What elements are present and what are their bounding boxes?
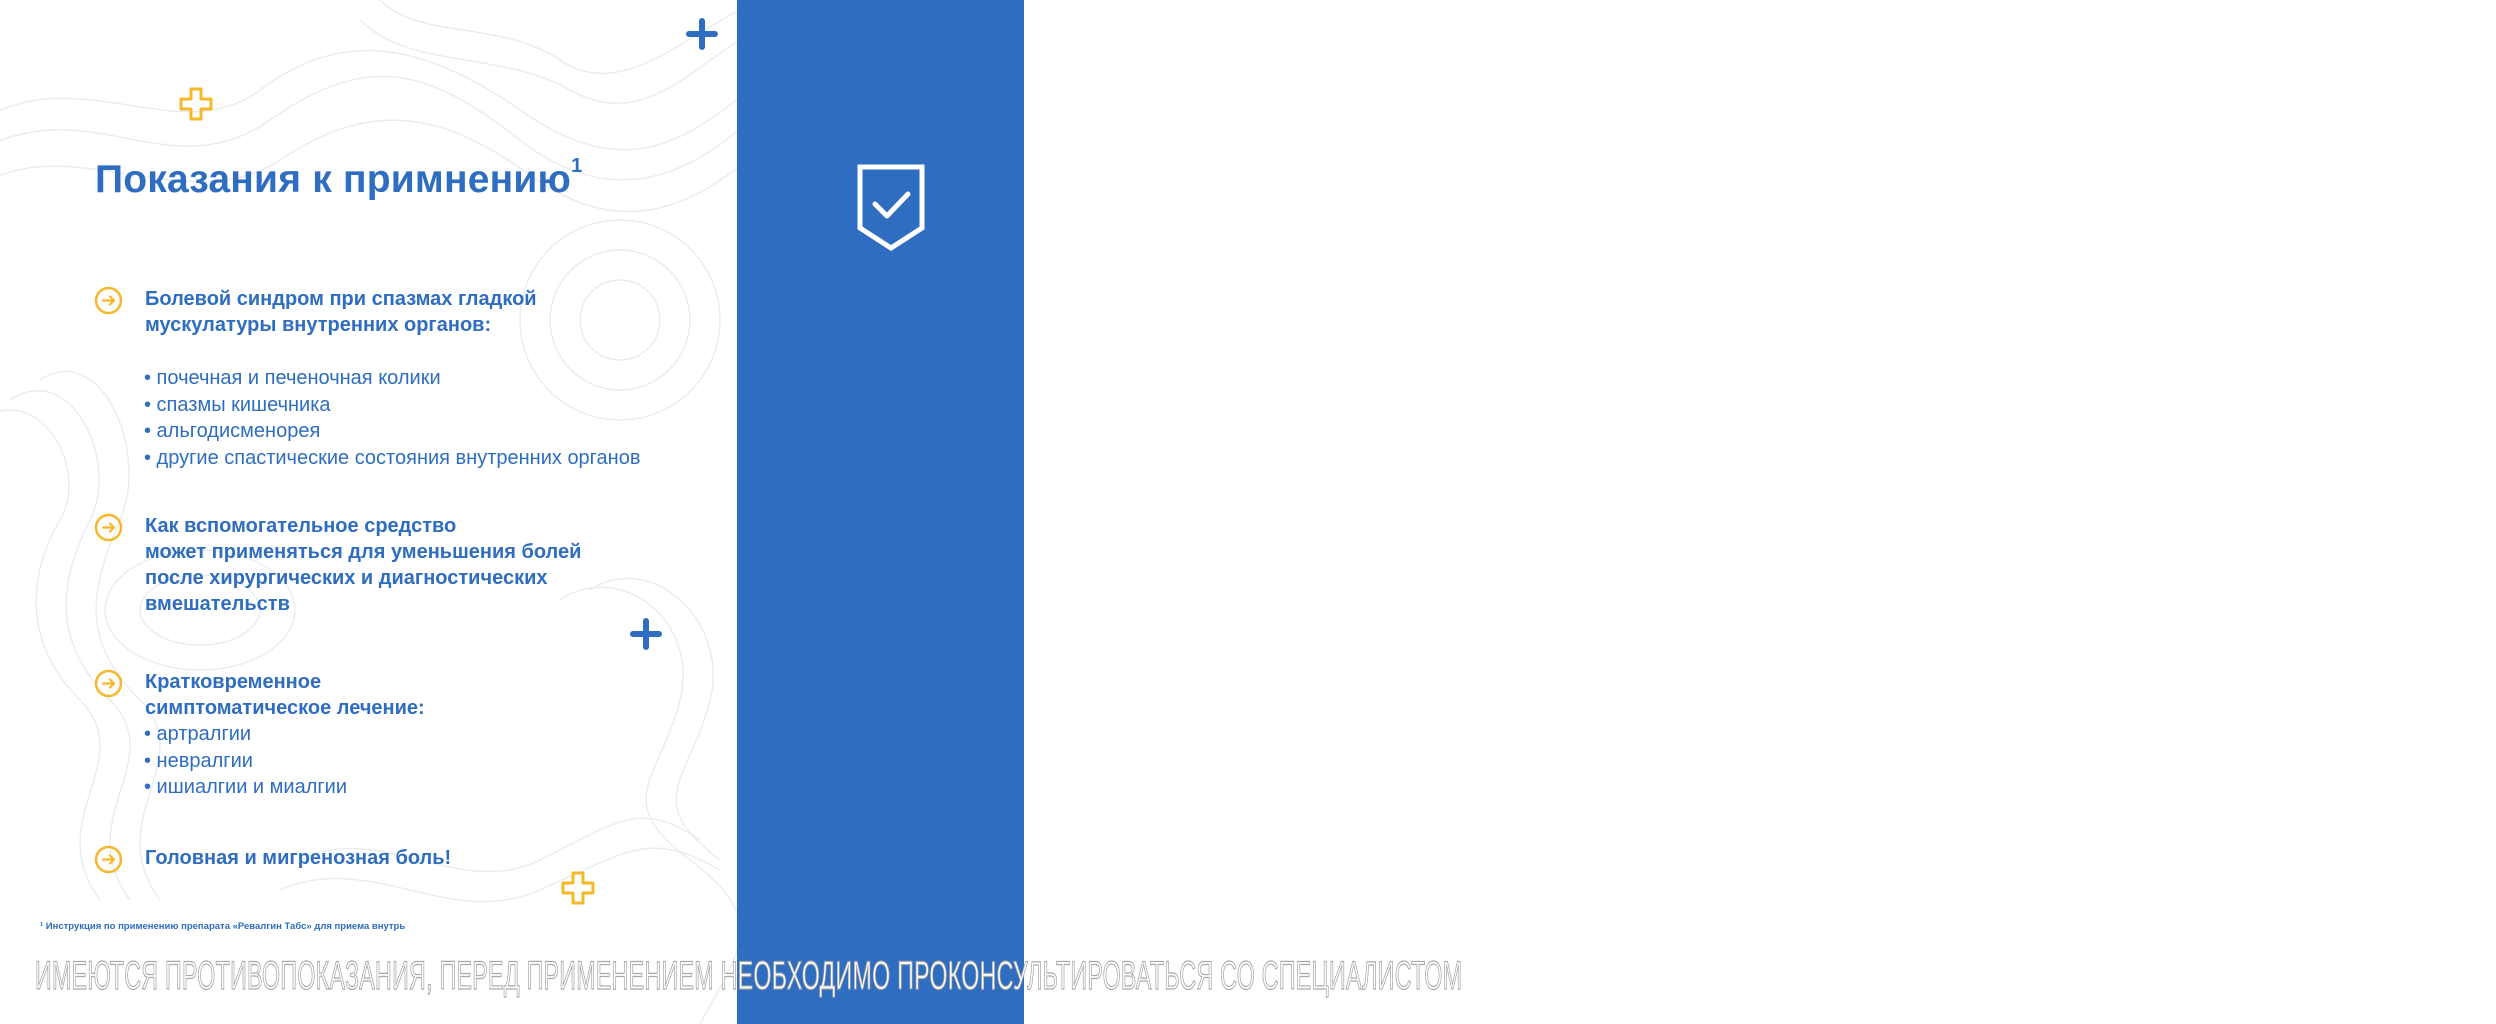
list-item: • почечная и печеночная колики bbox=[144, 367, 441, 389]
list-item: • артралгии bbox=[144, 723, 252, 745]
list-item: • альгодисменорея bbox=[144, 420, 321, 442]
disclaimer-text: ИМЕЮТСЯ ПРОТИВОПОКАЗАНИЯ, ПЕРЕД ПРИМЕНЕНИЕМ НЕОБХОДИМО ПРОКОНСУЛЬТИРОВАТЬСЯ СО СПЕЦИАЛИСТОМ bbox=[35, 954, 1463, 998]
arrow-circle-icon bbox=[94, 669, 123, 698]
list-item: • другие спастические состояния внутренних органов bbox=[144, 446, 641, 469]
arrow-circle-icon bbox=[94, 513, 123, 542]
bullet-list bbox=[144, 721, 347, 801]
indication-section bbox=[94, 845, 734, 879]
section-heading: Головная и мигренозная боль! bbox=[145, 847, 452, 869]
indication-section bbox=[94, 669, 734, 809]
page-title: Показания к примнению$^1$ bbox=[95, 155, 583, 201]
footnote-mark: 1 bbox=[571, 155, 583, 177]
indication-section bbox=[94, 286, 734, 476]
arrow-circle-icon bbox=[94, 845, 123, 874]
shield-check-icon bbox=[855, 162, 927, 254]
plus-outline-icon bbox=[178, 86, 214, 122]
indication-section bbox=[94, 513, 734, 623]
list-item: • спазмы кишечника bbox=[144, 393, 331, 416]
arrow-circle-icon bbox=[94, 286, 123, 315]
section-heading: Кратковременное симптоматическое лечение: bbox=[145, 671, 425, 719]
footnote: ¹ Инструкция по применению препарата «Ревалгин Табс» для приема внутрь bbox=[40, 921, 406, 932]
bullet-list bbox=[144, 365, 640, 471]
list-item: • ишиалгии и миалгии bbox=[144, 776, 348, 798]
list-item: • невралгии bbox=[144, 749, 253, 772]
right-blue-panel bbox=[737, 0, 1024, 1024]
section-heading: Болевой синдром при спазмах гладкой мускулатуры внутренних органов: bbox=[145, 288, 537, 336]
disclaimer bbox=[35, 950, 1463, 1002]
section-heading: Как вспомогательное средство может применяться для уменьшения болей после хирургических и диагностических вмешательств bbox=[145, 515, 582, 615]
plus-icon bbox=[686, 18, 718, 50]
